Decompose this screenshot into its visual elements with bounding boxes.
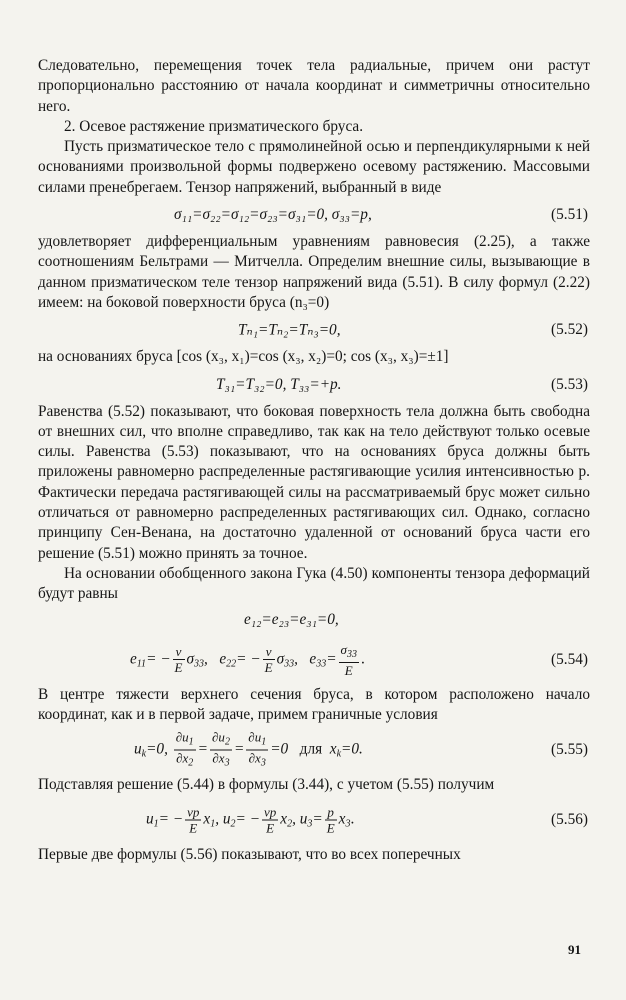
equation-5-51-body: σ₁₁=σ₂₂=σ₁₂=σ₂₃=σ₃₁=0, σ₃₃=p,	[174, 206, 372, 224]
equation-5-51	[38, 198, 590, 232]
equation-5-52-number: (5.52)	[551, 321, 588, 339]
paragraph-6: Равенства (5.52) показывают, что боковая поверхность тела должна быть свободна от внешних сил, что вполне справедливо, так как на тело действуют только осевые силы. Равенства (5.53) показывают, что на основаниях бруса должны быть приложены равномерно распределенные растягивающие усилия интенсивностью p. Фактически передача растягивающей силы на рассматриваемый брус может сильно отличаться от равномерно распределенных растягивающих сил. Однако, согласно принципу Сен-Венана, на достаточно удаленной от оснований бруса части его решение (5.51) можно принять за точное.	[38, 402, 590, 562]
equation-5-51-number: (5.51)	[551, 206, 588, 224]
paragraph-1: Следовательно, перемещения точек тела радиальные, причем они растут пропорционально расстоянию от начала координат и симметричны относительно него.	[38, 57, 590, 115]
equation-5-56-body: $u_1=$ − $\frac{\nu p}{E}$ $x_1$, $u_2=$ − $\frac{\nu p}{E}$ $x_2$, $u_3=$ $\frac{p}{E}$ $x_3$.	[146, 804, 355, 836]
paragraph-9: Подставляя решение (5.44) в формулы (3.44), с учетом (5.55) получим	[38, 776, 495, 794]
paragraph-8: В центре тяжести верхнего сечения бруса, в котором расположено начало координат, как и в первой задаче, примем граничные условия	[38, 685, 590, 723]
page-number: 91	[568, 942, 581, 957]
paragraph-5: на основаниях бруса [cos (x₃, x₁)=cos (x₃, x₂)=0; cos (x₃, x₃)=±1]	[38, 348, 449, 366]
equation-5-54a-body: e₁₂=e₂₃=e₃₁=0,	[244, 610, 339, 628]
equation-5-53-body: T₃₁=T₃₂=0, T₃₃=+p.	[216, 375, 342, 393]
page	[38, 56, 590, 866]
equation-5-54-number: (5.54)	[551, 650, 588, 668]
equation-5-55-number: (5.55)	[551, 741, 588, 759]
equation-5-55	[38, 725, 590, 775]
equation-5-56-number: (5.56)	[551, 811, 588, 829]
equation-5-53-number: (5.53)	[551, 375, 588, 393]
paragraph-3: Пусть призматическое тело с прямолинейной осью и перпендикулярными к ней основаниями произвольной формы подвержено осевому растяжению. Массовыми силами пренебрегаем. Тензор напряжений, выбранный в виде	[38, 138, 590, 196]
equation-5-54-body: $e_{11}=$ − $\frac{\nu}{E}$ $\sigma_{33}$, $e_{22}=$ − $\frac{\nu}{E}$ $\sigma_{33}$, $e_{33}=$ $\frac{\sigma_{33}}{E}$ .	[130, 641, 365, 678]
paragraph-2: 2. Осевое растяжение призматического бруса.	[64, 117, 364, 135]
paragraph-10: Первые две формулы (5.56) показывают, что во всех поперечных	[38, 846, 461, 864]
equation-5-52-body: Tₙ₁=Tₙ₂=Tₙ₃=0,	[238, 321, 341, 339]
paragraph-7: На основании обобщенного закона Гука (4.50) компоненты тензора деформаций будут равны	[38, 564, 590, 603]
equation-5-54	[38, 635, 590, 685]
equation-5-55-body: $u_k=0$, $\frac{\partial u_1}{\partial x_2}$ = $\frac{\partial u_2}{\partial x_3}$ = $\frac{\partial u_1}{\partial x_3}$ =0 для $x_k=0$.	[134, 729, 363, 769]
equation-5-56	[38, 795, 590, 845]
paragraph-4: удовлетворяет дифференциальным уравнениям равновесия (2.25), а также соотношениям Бельтрами — Митчелла. Определим внешние силы, вызывающие в данном призматическом теле тензор напряжений вида (5.51). В силу формул (2.22) имеем: на боковой поверхности бруса (n₃=0)	[38, 233, 590, 311]
equation-5-53	[38, 368, 590, 402]
equation-5-54a	[38, 605, 590, 635]
equation-5-52	[38, 313, 590, 347]
